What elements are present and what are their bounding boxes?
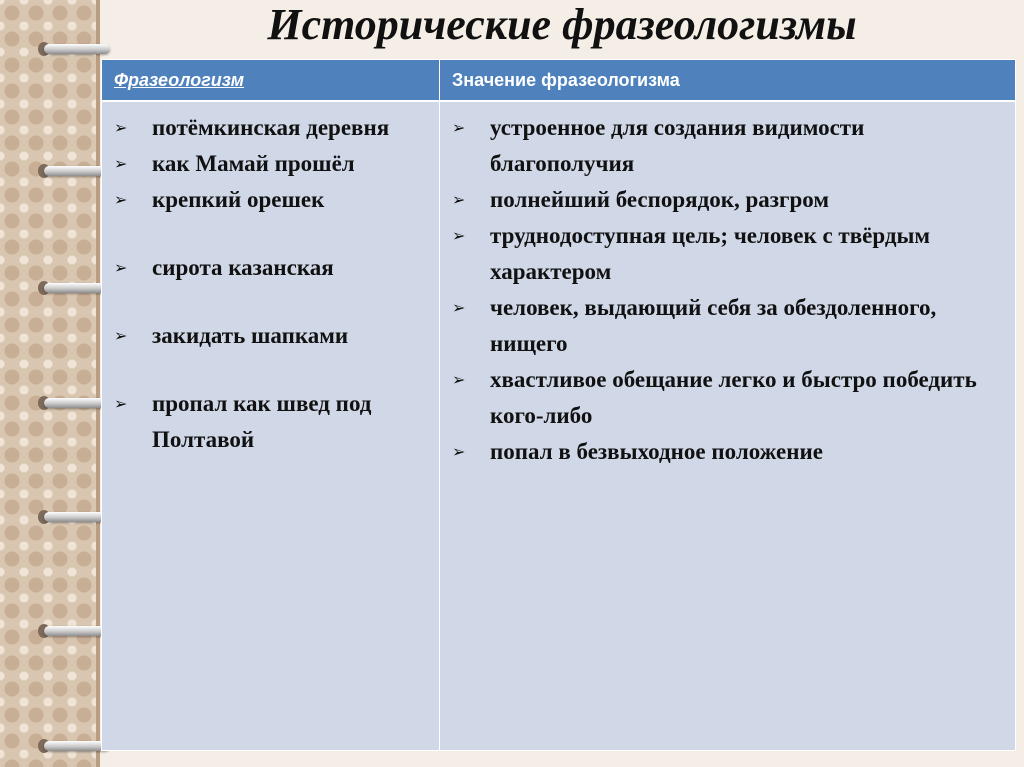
arrow-bullet-icon: ➢ — [114, 326, 128, 345]
notebook-ring — [30, 162, 112, 180]
arrow-bullet-icon: ➢ — [114, 258, 128, 277]
arrow-bullet-icon: ➢ — [452, 118, 466, 137]
list-item: ➢ крепкий орешек — [112, 182, 439, 218]
arrow-bullet-icon: ➢ — [452, 370, 466, 389]
list-item: ➢ полнейший беспорядок, разгром — [450, 182, 1015, 218]
list-item: ➢ труднодоступная цель; человек с твёрдым характером — [450, 218, 1015, 290]
arrow-bullet-icon: ➢ — [452, 298, 466, 317]
notebook-ring — [30, 279, 112, 297]
list-item: ➢ человек, выдающий себя за обездоленного, нищего — [450, 290, 1015, 362]
list-item: ➢ устроенное для создания видимости благополучия — [450, 110, 1015, 182]
table-body — [102, 102, 1015, 750]
meanings-column — [440, 102, 1015, 750]
arrow-bullet-icon: ➢ — [114, 154, 128, 173]
arrow-bullet-icon: ➢ — [114, 394, 128, 413]
header-phrase: Фразеологизм — [102, 60, 440, 100]
list-item: ➢ сирота казанская — [112, 250, 439, 286]
notebook-ring — [30, 737, 112, 755]
arrow-bullet-icon: ➢ — [452, 442, 466, 461]
notebook-ring — [30, 394, 112, 412]
page-title: Исторические фразеологизмы — [267, 0, 857, 49]
decorative-side-pattern — [0, 0, 100, 767]
list-item: ➢ потёмкинская деревня — [112, 110, 439, 146]
phrases-column — [102, 102, 440, 750]
table-header — [102, 60, 1015, 102]
notebook-ring — [30, 622, 112, 640]
phraseology-table — [101, 59, 1016, 751]
arrow-bullet-icon: ➢ — [114, 118, 128, 137]
list-item: ➢ хвастливое обещание легко и быстро победить кого-либо — [450, 362, 1015, 434]
arrow-bullet-icon: ➢ — [114, 190, 128, 209]
list-item: ➢ пропал как швед под Полтавой — [112, 386, 439, 458]
list-item: ➢ закидать шапками — [112, 318, 439, 354]
arrow-bullet-icon: ➢ — [452, 190, 466, 209]
notebook-ring — [30, 508, 112, 526]
arrow-bullet-icon: ➢ — [452, 226, 466, 245]
list-item: ➢ попал в безвыходное положение — [450, 434, 1015, 470]
list-item: ➢ как Мамай прошёл — [112, 146, 439, 182]
header-meaning: Значение фразеологизма — [452, 70, 680, 90]
